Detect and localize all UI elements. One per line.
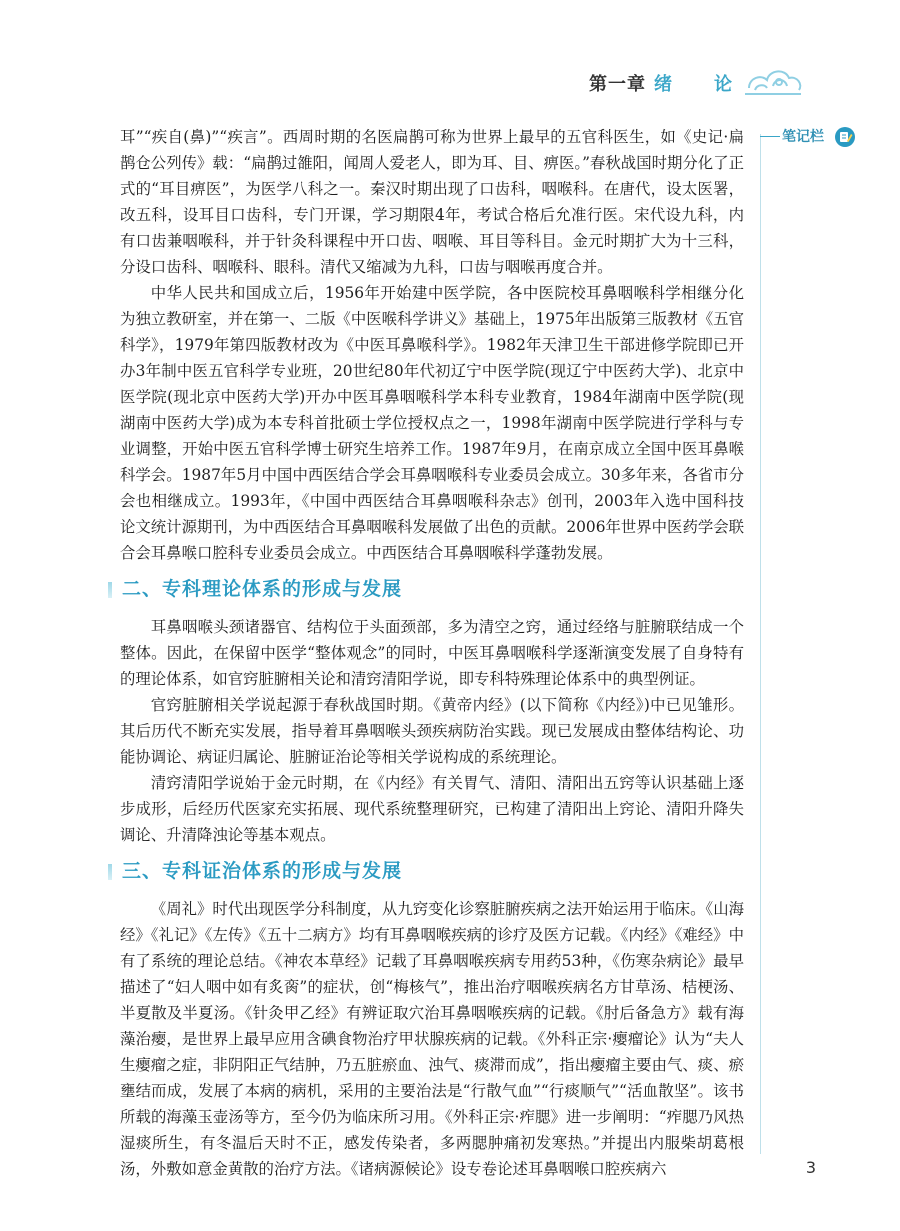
paragraph: 耳鼻咽喉头颈诸器官、结构位于头面颈部，多为清空之窍，通过经络与脏腑联结成一个整体。因此，在保留中医学“整体观念”的同时，中医耳鼻咽喉科学逐渐演变发展了自身特有的理论体系，如官窍脏腑相关论和清窍清阳学说，即专科特殊理论体系中的典型例证。 (120, 618, 744, 688)
notes-header-line (760, 136, 780, 137)
paragraph: 官窍脏腑相关学说起源于春秋战国时期。《黄帝内经》(以下简称《内经》)中已见雏形。其后历代不断充实发展，指导着耳鼻咽喉头颈疾病防治实践。现已发展成由整体结构论、功能协调论、病证归属论、脏腑证治论等相关学说构成的系统理论。 (120, 696, 744, 766)
notes-column-rule (760, 134, 761, 1154)
section-2 (120, 574, 744, 848)
paragraph: 耳”“疾自(鼻)”“疾言”。西周时期的名医扁鹊可称为世界上最早的五官科医生，如《史记·扁鹊仓公列传》载：“扁鹊过雒阳，闻周人爱老人，即为耳、目、痹医。”春秋战国时期分化了正式的“耳目痹医”，为医学八科之一。秦汉时期出现了口齿科，咽喉科。在唐代，设太医署，改五科，设耳目口齿科，专门开课，学习期限4年，考试合格后允准行医。宋代设九科，内有口齿兼咽喉科，并于针灸科课程中开口齿、咽喉、耳目等科目。金元时期扩大为十三科，分设口齿科、咽喉科、眼科。清代又缩减为九科，口齿与咽喉再度合并。 (120, 128, 744, 276)
paragraph: 《周礼》时代出现医学分科制度，从九窍变化诊察脏腑疾病之法开始运用于临床。《山海经》《礼记》《左传》《五十二病方》均有耳鼻咽喉疾病的诊疗及医方记载。《内经》《难经》中有了系统的理论总结。《神农本草经》记载了耳鼻咽喉疾病专用药53种，《伤寒杂病论》最早描述了“妇人咽中如有炙脔”的症状，创“梅核气”，推出治疗咽喉疾病名方甘草汤、桔梗汤、半夏散及半夏汤。《针灸甲乙经》有辨证取穴治耳鼻咽喉疾病的记载。《肘后备急方》载有海藻治瘿，是世界上最早应用含碘食物治疗甲状腺疾病的记载。《外科正宗·瘿瘤论》认为“夫人生瘿瘤之症，非阴阳正气结肿，乃五脏瘀血、浊气、痰滞而成”，指出瘿瘤主要由气、痰、瘀壅结而成，发展了本病的病机，采用的主要治法是“行散气血”“行痰顺气”“活血散坚”。该书所载的海藻玉壶汤等方，至今仍为临床所习用。《外科正宗·痄腮》进一步阐明：“痄腮乃风热湿痰所生，有冬温后天时不正，感发传染者，多两腮肿痛初发寒热。”并提出内服柴胡葛根汤，外敷如意金黄散的治疗方法。《诸病源候论》设专卷论述耳鼻咽喉口腔疾病六 (120, 900, 744, 1178)
page-number: 3 (805, 1158, 816, 1177)
chapter-number: 第一章 (589, 74, 646, 95)
section-heading-text: 二、专科理论体系的形成与发展 (122, 578, 403, 600)
notes-column-header (760, 126, 860, 148)
notes-label: 笔记栏 (782, 129, 824, 145)
section-heading-text: 三、专科证治体系的形成与发展 (122, 860, 403, 882)
chapter-title: 绪 论 (654, 74, 744, 95)
section-heading (120, 574, 744, 604)
heading-accent-bar (108, 864, 112, 880)
paragraph: 清窍清阳学说始于金元时期，在《内经》有关胃气、清阳、清阳出五窍等认识基础上逐步成形，后经历代医家充实拓展、现代系统整理研究，已构建了清阳出上窍论、清阳升降失调论、升清降浊论等基本观点。 (120, 774, 744, 844)
section-3 (120, 856, 744, 1182)
notebook-pencil-icon (834, 126, 856, 148)
cloud-ornament-icon (743, 58, 805, 102)
section-heading (120, 856, 744, 886)
main-text-column (120, 124, 744, 1182)
running-header (0, 60, 900, 110)
chapter-heading (589, 70, 744, 96)
heading-accent-bar (108, 582, 112, 598)
paragraph: 中华人民共和国成立后，1956年开始建中医学院，各中医院校耳鼻咽喉科学相继分化为独立教研室，并在第一、二版《中医喉科学讲义》基础上，1975年出版第三版教材《五官科学》，1979年第四版教材改为《中医耳鼻喉科学》。1982年天津卫生干部进修学院即已开办3年制中医五官科学专业班，20世纪80年代初辽宁中医学院(现辽宁中医药大学)、北京中医学院(现北京中医药大学)开办中医耳鼻咽喉科学本科专业教育，1984年湖南中医学院(现湖南中医药大学)成为本专科首批硕士学位授权点之一，1998年湖南中医学院进行学科与专业调整，开始中医五官科学博士研究生培养工作。1987年9月，在南京成立全国中医耳鼻喉科学会。1987年5月中国中西医结合学会耳鼻咽喉科专业委员会成立。30多年来，各省市分会也相继成立。1993年，《中国中西医结合耳鼻咽喉科杂志》创刊，2003年入选中国科技论文统计源期刊，为中西医结合耳鼻咽喉科发展做了出色的贡献。2006年世界中医药学会联合会耳鼻喉口腔科专业委员会成立。中西医结合耳鼻咽喉科学蓬勃发展。 (120, 284, 745, 562)
